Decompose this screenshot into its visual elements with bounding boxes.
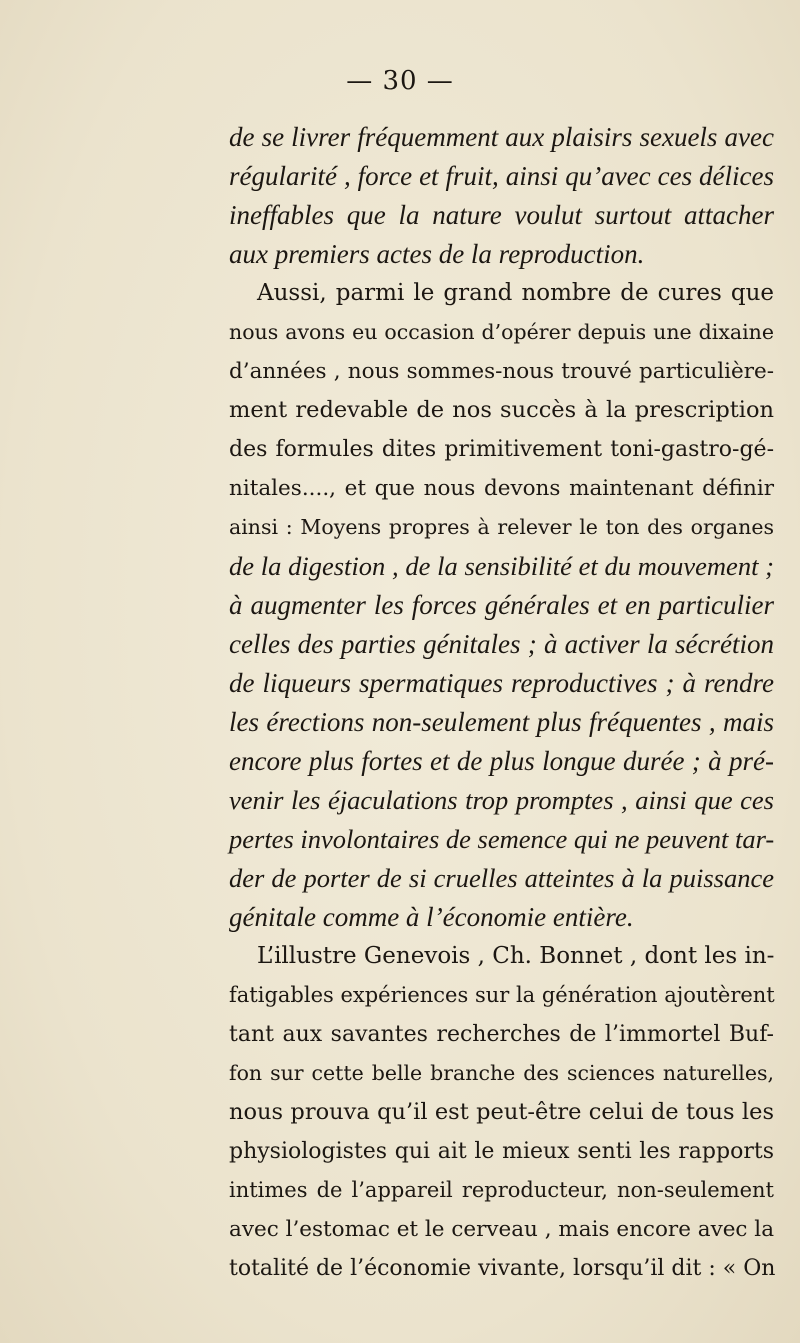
text-line: tant aux savantes recherches de l’immortel Buf- bbox=[229, 1022, 774, 1047]
text-line: ainsi : Moyens propres à relever le ton des organes bbox=[229, 515, 774, 539]
text-line: des formules dites primitivement toni-gastro-gé- bbox=[229, 437, 774, 462]
text-line: ment redevable de nos succès à la prescription bbox=[229, 397, 774, 423]
text-line: celles des parties génitales ; à activer la sécrétion bbox=[229, 629, 774, 659]
text-line: intimes de l’appareil reproducteur, non-seulement bbox=[229, 1178, 774, 1202]
text-line: de se livrer fréquemment aux plaisirs sexuels avec bbox=[229, 122, 774, 152]
text-line: les érections non-seulement plus fréquentes , mais bbox=[229, 707, 774, 737]
page-number: — 30 — bbox=[346, 66, 454, 96]
text-line: nous avons eu occasion d’opérer depuis une dixaine bbox=[229, 320, 774, 344]
text-line: Aussi, parmi le grand nombre de cures que bbox=[257, 280, 774, 306]
text-line: à augmenter les forces générales et en particulier bbox=[229, 590, 774, 620]
body-text bbox=[229, 118, 774, 1288]
text-line: totalité de l’économie vivante, lorsqu’il dit : « On bbox=[229, 1256, 776, 1281]
text-line: de liqueurs spermatiques reproductives ; à rendre bbox=[229, 668, 774, 698]
text-line: ineffables que la nature voulut surtout attacher bbox=[229, 200, 774, 230]
text-line: fon sur cette belle branche des sciences naturelles, bbox=[229, 1061, 774, 1085]
text-line: venir les éjaculations trop promptes , ainsi que ces bbox=[229, 785, 774, 815]
text-line: der de porter de si cruelles atteintes à la puissance bbox=[229, 863, 774, 893]
text-line: régularité , force et fruit, ainsi qu’avec ces délices bbox=[229, 161, 774, 191]
text-line: génitale comme à l’économie entière. bbox=[229, 902, 634, 932]
text-line: physiologistes qui ait le mieux senti les rapports bbox=[229, 1139, 774, 1164]
text-line: L’illustre Genevois , Ch. Bonnet , dont les in- bbox=[257, 943, 775, 969]
text-line: encore plus fortes et de plus longue durée ; à pré- bbox=[229, 746, 774, 776]
text-line: pertes involontaires de semence qui ne peuvent tar- bbox=[229, 824, 775, 854]
text-line: aux premiers actes de la reproduction. bbox=[229, 239, 645, 269]
text-line: d’années , nous sommes-nous trouvé particulière- bbox=[229, 359, 774, 384]
text-line: de la digestion , de la sensibilité et du mouvement ; bbox=[229, 551, 774, 581]
text-line: nous prouva qu’il est peut-être celui de tous les bbox=[229, 1099, 774, 1125]
text-line: avec l’estomac et le cerveau , mais encore avec la bbox=[229, 1217, 775, 1242]
text-line: fatigables expériences sur la génération ajoutèrent bbox=[229, 983, 775, 1007]
text-line: nitales...., et que nous devons maintenant définir bbox=[229, 476, 774, 501]
